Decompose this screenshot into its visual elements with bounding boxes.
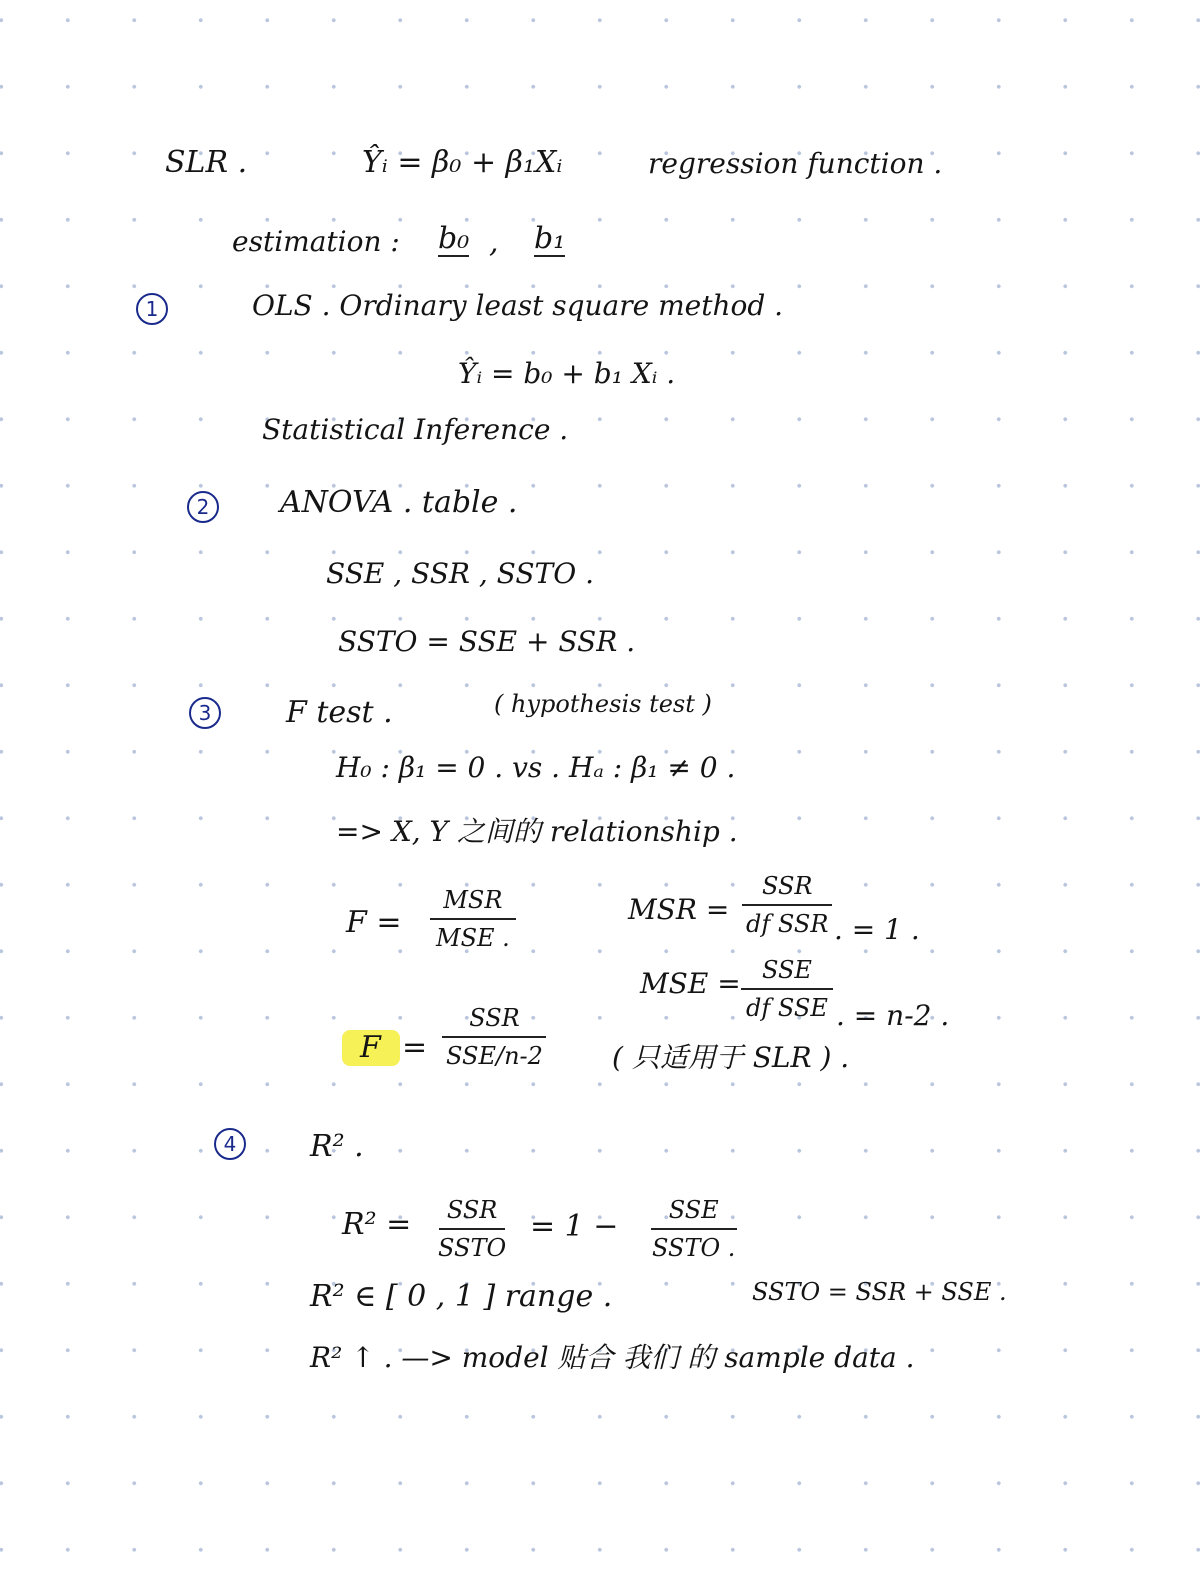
msr-df-value: . = 1 . [834, 913, 920, 946]
slr-description: regression function . [648, 147, 943, 180]
section-3-number: 3 [189, 697, 221, 729]
statistical-inference: Statistical Inference . [262, 413, 569, 446]
r2-fraction-1 [432, 1196, 512, 1262]
r2-denominator: SSTO [438, 1234, 507, 1262]
r2-title: R² . [310, 1129, 364, 1164]
hypothesis-meaning: => X, Y 之间的 relationship . [336, 815, 738, 848]
msr-fraction [740, 872, 834, 938]
ols-equation: Ŷᵢ = b₀ + b₁ Xᵢ . [458, 357, 676, 390]
ols-text: OLS . Ordinary least square method . [252, 289, 784, 322]
msr-numerator: SSR [761, 872, 813, 900]
estimate-comma: , [489, 225, 499, 260]
r2-conclusion: R² ↑ . —> model 贴合 我们 的 sample data . [310, 1341, 915, 1374]
slr-equation: Ŷᵢ = β₀ + β₁Xᵢ [362, 145, 563, 180]
msr-lhs: MSR = [628, 893, 730, 926]
estimation-label: estimation : [232, 225, 400, 258]
f-fraction [430, 886, 516, 952]
r2-fraction-2 [646, 1196, 741, 1262]
hypothesis-note: ( hypothesis test ) [494, 690, 712, 718]
mse-denominator: df SSE [746, 994, 828, 1022]
slr-only-note: ( 只适用于 SLR ) . [612, 1041, 850, 1074]
f2-lhs-f: F [360, 1030, 381, 1065]
b0-estimate: b₀ [438, 221, 470, 256]
hypotheses: H₀ : β₁ = 0 . vs . Hₐ : β₁ ≠ 0 . [336, 751, 736, 784]
section-1-number: 1 [136, 293, 168, 325]
b1-estimate: b₁ [534, 221, 566, 256]
slr-label: SLR . [165, 145, 248, 180]
r2-denominator-2: SSTO . [652, 1234, 736, 1262]
r2-numerator-2: SSE [668, 1196, 719, 1224]
anova-identity: SSTO = SSE + SSR . [338, 625, 636, 658]
section-2-number: 2 [187, 491, 219, 523]
f2-numerator: SSR [469, 1004, 520, 1032]
msr-denominator: df SSR [746, 910, 829, 938]
r2-middle: = 1 − [530, 1209, 619, 1244]
r2-range: R² ∈ [ 0 , 1 ] range . [310, 1279, 613, 1314]
f-numerator: MSR [443, 886, 503, 914]
ssto-identity: SSTO = SSR + SSE . [752, 1278, 1007, 1306]
f2-lhs-eq: = [402, 1030, 428, 1065]
r2-numerator: SSR [446, 1196, 498, 1224]
section-4-number: 4 [214, 1128, 246, 1160]
f2-fraction [440, 1004, 549, 1070]
f-test-title: F test . [286, 695, 393, 730]
anova-terms: SSE , SSR , SSTO . [326, 557, 594, 590]
mse-numerator: SSE [761, 956, 812, 984]
f2-denominator: SSE/n-2 [446, 1042, 543, 1070]
mse-fraction [740, 956, 834, 1022]
mse-lhs: MSE = [640, 967, 741, 1000]
f-lhs: F = [346, 905, 402, 940]
anova-title: ANOVA . table . [280, 485, 518, 520]
mse-df-value: . = n-2 . [836, 999, 950, 1032]
r2-lhs: R² = [342, 1207, 412, 1242]
f-denominator: MSE . [436, 924, 510, 952]
